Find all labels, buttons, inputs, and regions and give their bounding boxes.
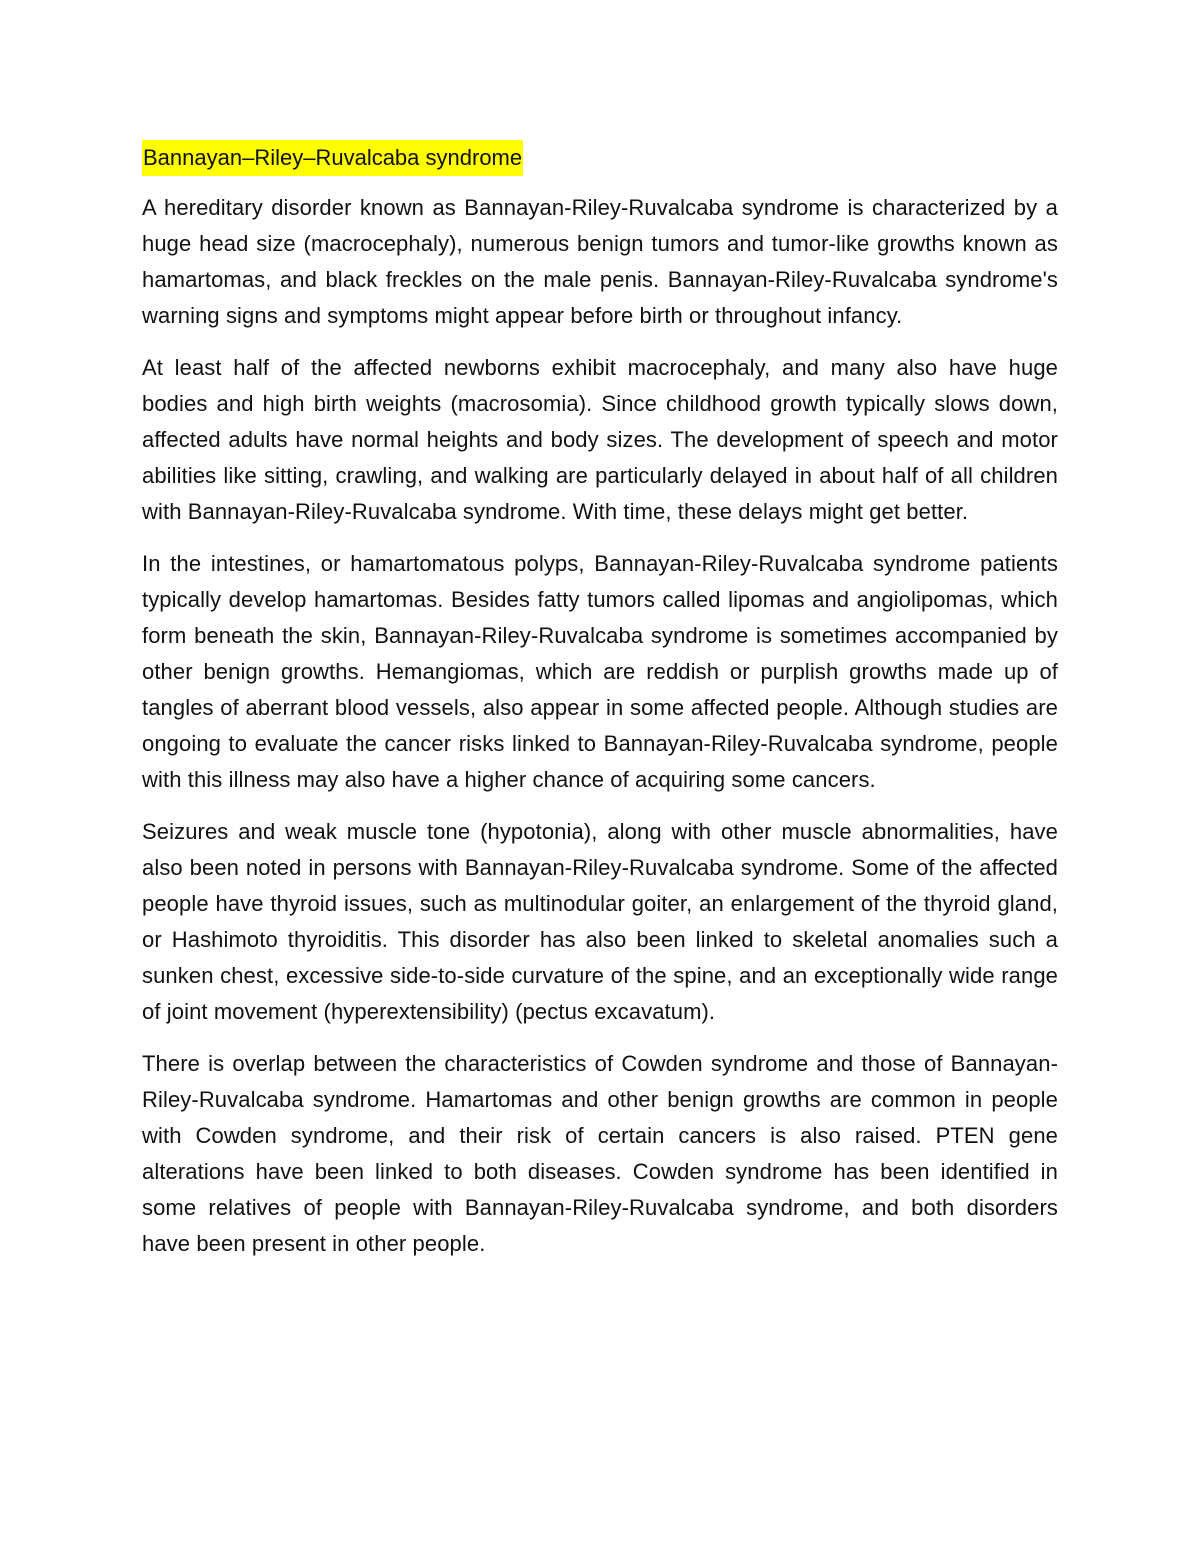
paragraph-4: Seizures and weak muscle tone (hypotonia), along with other muscle abnormalities, have also been noted in persons with Bannayan-Riley-Ruvalcaba syndrome. Some of the affected people have thyroid issues, such as multinodular goiter, an enlargement of the thyroid gland, or Hashimoto thyroiditis. This disorder has also been linked to skeletal anomalies such a sunken chest, excessive side-to-side curvature of the spine, and an exceptionally wide range of joint movement (hyperextensibility) (pectus excavatum). <box>142 819 1058 1024</box>
document-title: Bannayan–Riley–Ruvalcaba syndrome <box>142 140 523 176</box>
paragraph-2: At least half of the affected newborns exhibit macrocephaly, and many also have huge bodies and high birth weights (macrosomia). Since childhood growth typically slows down, affected adults have normal heights and body sizes. The development of speech and motor abilities like sitting, crawling, and walking are particularly delayed in about half of all children with Bannayan-Riley-Ruvalcaba syndrome. With time, these delays might get better. <box>142 355 1058 524</box>
document-page <box>142 140 1058 1278</box>
paragraph-3: In the intestines, or hamartomatous polyps, Bannayan-Riley-Ruvalcaba syndrome patients typically develop hamartomas. Besides fatty tumors called lipomas and angiolipomas, which form beneath the skin, Bannayan-Riley-Ruvalcaba syndrome is sometimes accompanied by other benign growths. Hemangiomas, which are reddish or purplish growths made up of tangles of aberrant blood vessels, also appear in some affected people. Although studies are ongoing to evaluate the cancer risks linked to Bannayan-Riley-Ruvalcaba syndrome, people with this illness may also have a higher chance of acquiring some cancers. <box>142 551 1058 792</box>
paragraph-1: A hereditary disorder known as Bannayan-Riley-Ruvalcaba syndrome is characterized by a huge head size (macrocephaly), numerous benign tumors and tumor-like growths known as hamartomas, and black freckles on the male penis. Bannayan-Riley-Ruvalcaba syndrome's warning signs and symptoms might appear before birth or throughout infancy. <box>142 195 1058 328</box>
paragraph-5: There is overlap between the characteristics of Cowden syndrome and those of Bannayan-Riley-Ruvalcaba syndrome. Hamartomas and other benign growths are common in people with Cowden syndrome, and their risk of certain cancers is also raised. PTEN gene alterations have been linked to both diseases. Cowden syndrome has been identified in some relatives of people with Bannayan-Riley-Ruvalcaba syndrome, and both disorders have been present in other people. <box>142 1051 1058 1256</box>
